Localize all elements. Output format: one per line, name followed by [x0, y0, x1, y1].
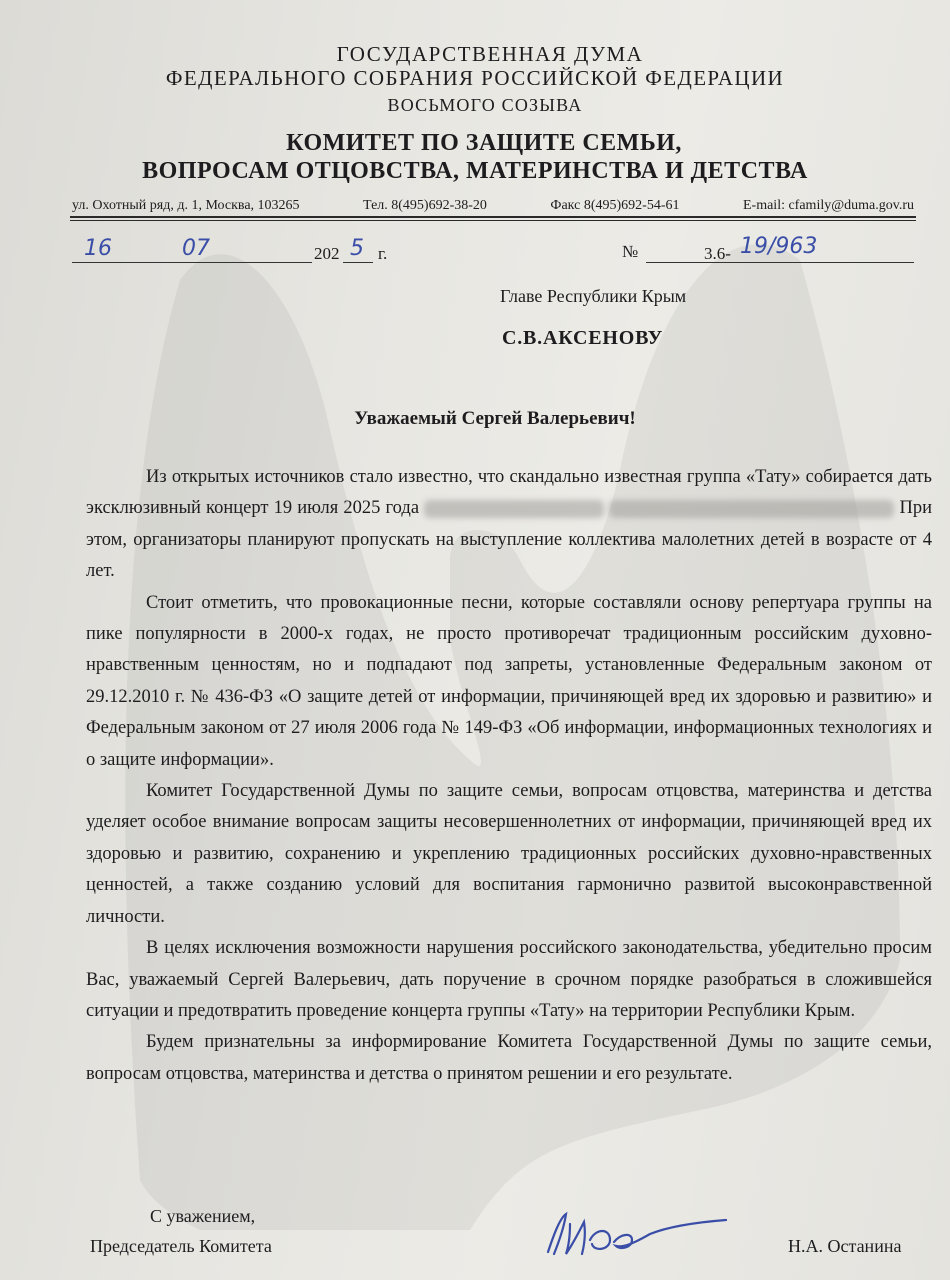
paragraph-3: Комитет Государственной Думы по защите семьи, вопросам отцовства, материнства и детства уделяет особое внимание вопросам защиты несовершеннолетних от информации, причиняющей вред их здоровью и развитию, сохранению и укреплению традиционных российских духовно-нравственных ценностей, а также созданию условий для воспитания гармонично развитой высоконравственной личности. [86, 781, 932, 927]
date-month-line [132, 262, 312, 263]
signature-image [540, 1204, 730, 1264]
number-value: 19/963 [740, 234, 818, 259]
salutation: Уважаемый Сергей Валерьевич! [354, 408, 636, 429]
date-year-line [343, 262, 373, 263]
contact-fax: Факс 8(495)692-54-61 [550, 198, 680, 213]
paragraph-2: Стоит отметить, что провокационные песни, которые составляли основу репертуара группы на пике популярности в 2000-х годах, не просто противоречат традиционным российским духовно-нравственным ценностям, но и подпадают под запреты, установленные Федеральным законом от 29.12.2010 г. № 436-ФЗ «О защите детей от информации, причиняющей вред их здоровью и развитию» и Федеральным законом от 27 июля 2006 года № 149-ФЗ «Об информации, информационных технологиях и о защите информации». [86, 592, 932, 770]
date-year-unit: г. [378, 244, 388, 263]
header-divider [70, 216, 916, 218]
paragraph-4: В целях исключения возможности нарушения российского законодательства, убедительно просим Вас, уважаемый Сергей Валерьевич, дать поручение в срочном порядке разобраться в сложившейся ситуации и предотвратить проведение концерта группы «Тату» на территории Республики Крым. [86, 938, 932, 1021]
number-prefix: 3.6- [704, 244, 731, 263]
paragraph-1-part-a: Из открытых источников стало известно, что скандально известная группа «Тату» собирается дать эксклюзивный концерт 19 июля 2025 года [86, 467, 932, 519]
signatory-title: Председатель Комитета [90, 1236, 272, 1256]
contact-email: E-mail: cfamily@duma.gov.ru [742, 198, 914, 213]
letter-body [86, 462, 932, 1090]
header-committee-line1: КОМИТЕТ ПО ЗАЩИТЕ СЕМЬИ, [286, 130, 682, 156]
header-convocation: ВОСЬМОГО СОЗЫВА [387, 95, 583, 115]
header-divider-thin [70, 220, 916, 221]
redacted-venue-cont [609, 500, 894, 518]
header-duma: ГОСУДАРСТВЕННАЯ ДУМА [336, 42, 644, 66]
closing-regards: С уважением, [150, 1206, 256, 1226]
paragraph-5: Будем признательны за информирование Комитета Государственной Думы по защите семьи, вопросам отцовства, материнства и детства о принятом решении и его результате. [86, 1032, 932, 1084]
date-day-line [72, 262, 132, 263]
addressee-position: Главе Республики Крым [500, 286, 687, 306]
date-day: 16 [84, 236, 112, 261]
number-line [646, 262, 914, 263]
header-committee-line2: ВОПРОСАМ ОТЦОВСТВА, МАТЕРИНСТВА И ДЕТСТВА [142, 158, 808, 184]
addressee-name: С.В.АКСЕНОВУ [502, 327, 664, 349]
signatory-name: Н.А. Останина [788, 1236, 902, 1256]
contact-phone: Тел. 8(495)692-38-20 [363, 198, 487, 213]
paragraph-1 [86, 462, 932, 588]
contact-line [72, 198, 914, 214]
redacted-venue [424, 500, 604, 518]
number-label: № [622, 242, 639, 261]
date-month: 07 [182, 236, 210, 261]
date-year-prefix: 202 [314, 244, 340, 263]
date-year-suffix: 5 [350, 236, 364, 261]
header-federal-assembly: ФЕДЕРАЛЬНОГО СОБРАНИЯ РОССИЙСКОЙ ФЕДЕРАЦИИ [165, 66, 785, 90]
contact-address: ул. Охотный ряд, д. 1, Москва, 103265 [72, 198, 300, 213]
paragraph-1-part-b: При этом, организаторы планируют пропускать на выступление коллектива малолетних детей в возрасте от 4 лет. [86, 498, 933, 582]
